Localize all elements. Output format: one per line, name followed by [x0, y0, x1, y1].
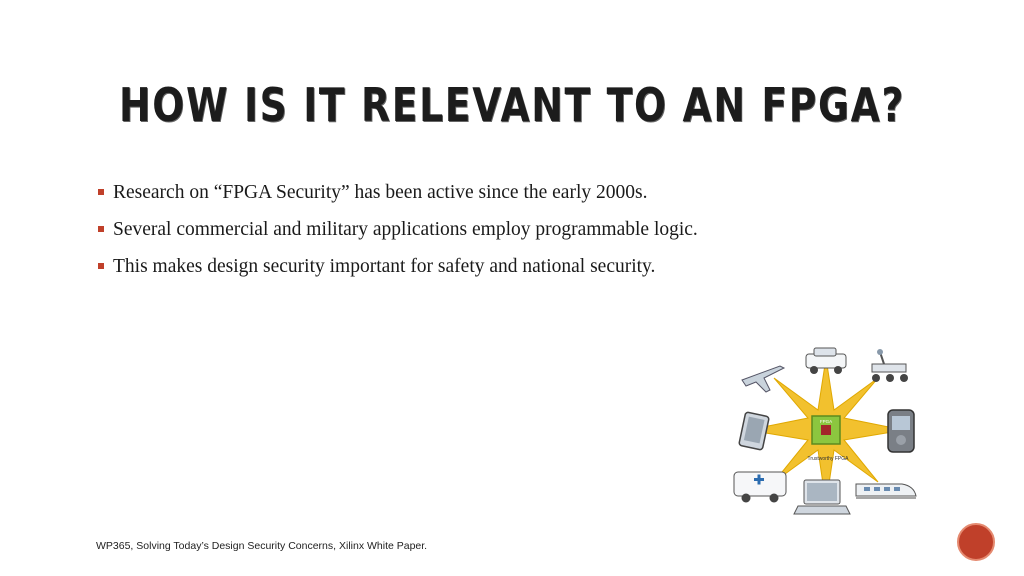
bullet-text: Several commercial and military applications employ programmable logic. [113, 219, 698, 240]
phone-icon [888, 410, 914, 452]
chip-label: FPGA [819, 419, 833, 424]
tablet-icon [739, 412, 770, 450]
train-icon [856, 484, 916, 498]
rover-icon [872, 349, 908, 382]
bullet-marker [98, 226, 104, 232]
laptop-icon [794, 480, 850, 514]
bullet-text: Research on “FPGA Security” has been active since the early 2000s. [113, 182, 648, 203]
trustworthy-fpga-figure [728, 340, 924, 522]
airplane-icon [742, 366, 784, 392]
bullet-item [98, 252, 918, 289]
reference-footnote: WP365, Solving Today’s Design Security Concerns, Xilinx White Paper. [96, 540, 428, 552]
bullet-text: This makes design security important for safety and national security. [113, 256, 656, 277]
bullet-list [98, 178, 918, 289]
slide-number-badge [957, 523, 995, 561]
bullet-item [98, 215, 918, 252]
bullet-marker [98, 263, 104, 269]
ambulance-icon [734, 472, 786, 503]
bullet-item [98, 178, 918, 215]
slide-title: HOW IS IT RELEVANT TO AN FPGA? [119, 78, 905, 132]
figure-caption: Trustworthy FPGA [807, 456, 849, 462]
bullet-marker [98, 189, 104, 195]
